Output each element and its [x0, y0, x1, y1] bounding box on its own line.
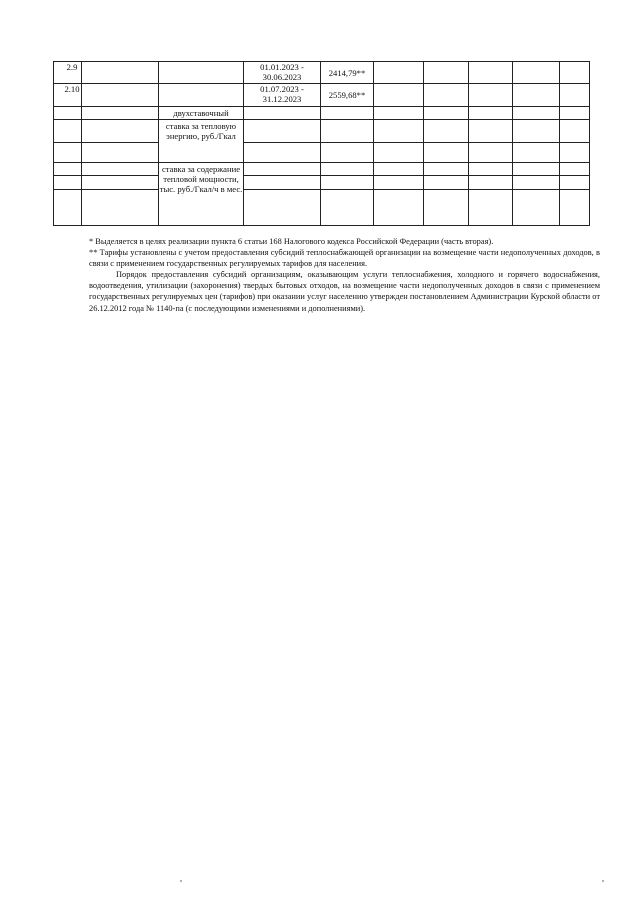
empty-cell — [469, 176, 513, 190]
empty-cell — [560, 190, 590, 226]
empty-cell — [513, 120, 560, 143]
empty-cell — [82, 176, 159, 190]
scan-speck — [602, 880, 604, 882]
empty-cell — [321, 190, 374, 226]
period-cell: 01.07.2023 - 31.12.2023 — [244, 84, 321, 107]
empty-cell — [424, 120, 469, 143]
empty-cell — [54, 190, 82, 226]
tariff-value: 2414,79** — [321, 62, 374, 84]
empty-cell — [374, 143, 424, 163]
empty-cell — [424, 84, 469, 107]
empty-cell — [560, 120, 590, 143]
empty-cell — [82, 62, 159, 84]
table-row — [54, 143, 590, 163]
table-row — [54, 120, 590, 143]
empty-cell — [560, 62, 590, 84]
subsidy-procedure-paragraph: Порядок предоставления субсидий организациям, оказывающим услуги теплоснабжения, холодного и горячего водоснабжения, водоотведения, утилизации (захоронения) твердых бытовых отходов, на возмещение части недополученных доходов в связи с применением государственных регулируемых цен (тарифов) при оказании услуг населению утвержден постановлением Администрации Курской области от 26.12.2012 года № 1140-па (с последующими изменениями и дополнениями). — [89, 270, 600, 313]
empty-cell — [560, 143, 590, 163]
empty-cell — [244, 190, 321, 226]
empty-cell — [321, 163, 374, 176]
empty-cell — [244, 163, 321, 176]
empty-cell — [159, 62, 244, 84]
empty-cell — [424, 176, 469, 190]
empty-cell — [513, 143, 560, 163]
table-row — [54, 84, 590, 107]
empty-cell — [244, 107, 321, 120]
empty-cell — [244, 176, 321, 190]
table-row — [54, 62, 590, 84]
empty-cell — [321, 107, 374, 120]
empty-cell — [424, 163, 469, 176]
empty-cell — [159, 84, 244, 107]
empty-cell — [321, 120, 374, 143]
capacity-rate-label: ставка за содержание тепловой мощности, тыс. руб./Гкал/ч в мес. — [159, 163, 244, 226]
two-part-tariff-label: двухставочный — [159, 107, 244, 120]
footnote-vat: * Выделяется в целях реализации пункта 6 статьи 168 Налогового кодекса Российской Федерации (часть вторая). — [89, 237, 494, 246]
empty-cell — [469, 190, 513, 226]
empty-cell — [374, 120, 424, 143]
empty-cell — [424, 62, 469, 84]
empty-cell — [244, 143, 321, 163]
energy-rate-label: ставка за тепловую энергию, руб./Гкал — [159, 120, 244, 163]
empty-cell — [82, 143, 159, 163]
empty-cell — [424, 190, 469, 226]
period-cell: 01.01.2023 - 30.06.2023 — [244, 62, 321, 84]
empty-cell — [82, 190, 159, 226]
table-row — [54, 163, 590, 176]
empty-cell — [560, 107, 590, 120]
empty-cell — [560, 176, 590, 190]
empty-cell — [424, 107, 469, 120]
empty-cell — [54, 107, 82, 120]
empty-cell — [321, 143, 374, 163]
footnote-subsidy: ** Тарифы установлены с учетом предоставления субсидий теплоснабжающей организации на возмещение части недополученных доходов, в связи с применением государственных регулируемых тарифов для населения. — [89, 248, 600, 269]
table-row — [54, 190, 590, 226]
empty-cell — [54, 163, 82, 176]
empty-cell — [82, 107, 159, 120]
empty-cell — [469, 143, 513, 163]
empty-cell — [469, 62, 513, 84]
empty-cell — [513, 107, 560, 120]
row-number: 2.10 — [54, 84, 82, 107]
footnotes — [89, 236, 600, 314]
empty-cell — [374, 62, 424, 84]
empty-cell — [54, 120, 82, 143]
tariff-table — [53, 61, 590, 226]
empty-cell — [513, 84, 560, 107]
empty-cell — [513, 176, 560, 190]
empty-cell — [424, 143, 469, 163]
empty-cell — [82, 120, 159, 143]
row-number: 2.9 — [54, 62, 82, 84]
empty-cell — [469, 107, 513, 120]
empty-cell — [374, 84, 424, 107]
empty-cell — [82, 163, 159, 176]
empty-cell — [469, 84, 513, 107]
table-row — [54, 176, 590, 190]
empty-cell — [374, 107, 424, 120]
empty-cell — [374, 163, 424, 176]
scan-speck — [180, 880, 182, 882]
empty-cell — [54, 176, 82, 190]
empty-cell — [513, 62, 560, 84]
empty-cell — [513, 163, 560, 176]
empty-cell — [321, 176, 374, 190]
empty-cell — [469, 163, 513, 176]
empty-cell — [82, 84, 159, 107]
empty-cell — [560, 163, 590, 176]
empty-cell — [54, 143, 82, 163]
empty-cell — [469, 120, 513, 143]
table-row — [54, 107, 590, 120]
empty-cell — [374, 190, 424, 226]
empty-cell — [513, 190, 560, 226]
empty-cell — [560, 84, 590, 107]
tariff-value: 2559,68** — [321, 84, 374, 107]
empty-cell — [244, 120, 321, 143]
empty-cell — [374, 176, 424, 190]
